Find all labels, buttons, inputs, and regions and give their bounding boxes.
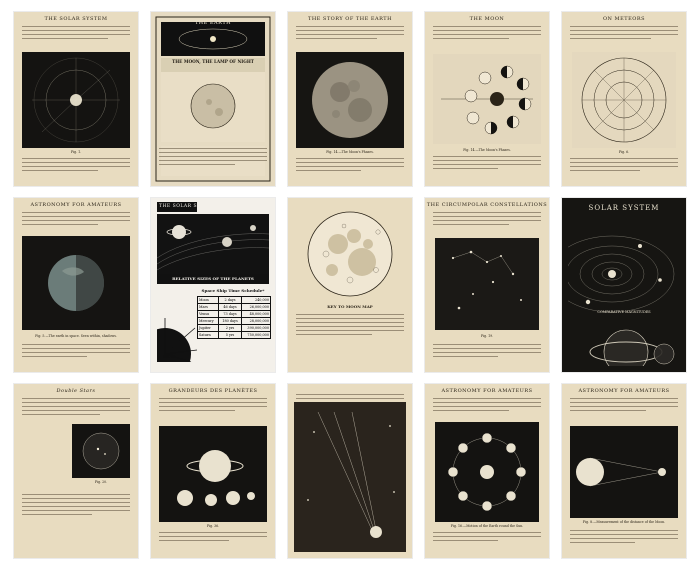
text-block — [433, 532, 541, 544]
card-header: THE EARTH — [194, 20, 232, 26]
text-block — [296, 26, 404, 42]
text-block — [159, 148, 267, 168]
text-block — [22, 344, 130, 360]
table-cell: Mars — [198, 304, 219, 310]
text-block — [22, 494, 130, 518]
table-cell: Jupiter — [198, 325, 219, 331]
table-cell: 48,000,000 — [249, 312, 269, 316]
card-header: ASTRONOMY FOR AMATEURS — [441, 388, 533, 394]
text-block — [570, 530, 678, 546]
text-block — [296, 314, 404, 338]
card-moon-phases-page[interactable] — [425, 12, 549, 186]
text-block — [433, 344, 541, 360]
moon-phases-illustration — [433, 54, 541, 144]
text-block — [433, 398, 541, 414]
starburst-illustration — [22, 52, 130, 148]
table-cell: Saturn — [198, 332, 219, 338]
table-cell: 28,000,000 — [249, 319, 269, 323]
card-comet-page[interactable] — [288, 384, 412, 558]
text-block — [22, 212, 130, 228]
card-earth-space-page[interactable] — [14, 198, 138, 372]
figure-caption: Fig. 36. — [206, 524, 220, 528]
card-header: THE CIRCUMPOLAR CONSTELLATIONS — [426, 202, 548, 208]
text-block — [22, 158, 130, 174]
table-cell: Venus — [198, 311, 219, 317]
text-block — [570, 26, 678, 42]
table-cell: 180 days — [219, 318, 242, 324]
text-block — [433, 26, 541, 42]
card-moon-map-page[interactable] — [288, 198, 412, 372]
text-block — [570, 158, 678, 174]
figure-caption: Fig. 19. — [480, 334, 494, 338]
table-cell: 5 yrs — [219, 332, 242, 338]
table-cell: 26,000,000 — [249, 305, 269, 309]
moon-illustration — [296, 52, 404, 148]
text-block — [433, 156, 541, 172]
moon-map-illustration — [298, 208, 402, 300]
card-solar-system-page[interactable] — [14, 12, 138, 186]
table-cell: Moon — [198, 297, 219, 303]
table-cell: Mercury — [198, 318, 219, 324]
comet-illustration — [294, 402, 406, 552]
card-header: ON METEORS — [602, 16, 646, 22]
figure-caption: Fig. 8.—Measurement of the distance of the Moon. — [582, 520, 666, 524]
table-cell: 750,000,000 — [247, 333, 269, 337]
card-title: SOLAR SYSTEM — [588, 204, 660, 212]
text-block — [433, 212, 541, 228]
figure-caption: Fig. 20. — [94, 480, 108, 484]
card-title: KEY TO MOON MAP — [327, 304, 373, 309]
text-block — [22, 26, 130, 42]
constellation-illustration — [435, 238, 539, 330]
card-title: RELATIVE SIZES OF THE PLANETS — [172, 276, 254, 281]
table-cell: 240,000 — [254, 298, 269, 302]
figure-caption: COMPARATIVE MAGNITUDES — [597, 310, 651, 314]
earth-illustration — [22, 236, 130, 330]
card-header: THE STORY OF THE EARTH — [307, 16, 393, 22]
card-planet-sizes-page[interactable] — [151, 384, 275, 558]
card-header: THE SOLAR SYSTEM — [159, 204, 217, 209]
card-header: GRANDEURS DES PLANÈTES — [168, 388, 258, 394]
card-header: Double Stars — [56, 388, 96, 394]
text-block — [570, 398, 678, 414]
table-cell: 390,000,000 — [247, 326, 269, 330]
distance-diagram-illustration — [570, 426, 678, 518]
text-block — [22, 398, 130, 418]
double-star-illustration — [72, 424, 130, 478]
card-header: THE SOLAR SYSTEM — [44, 16, 108, 22]
table-cell: 46 days — [219, 304, 242, 310]
table-title: Space Ship Time Schedule* — [201, 288, 265, 293]
star-chart-illustration — [572, 52, 676, 148]
card-earth-moon-page[interactable] — [151, 12, 275, 186]
text-block — [296, 158, 404, 174]
text-block — [159, 532, 267, 544]
card-earth-motion-page[interactable] — [425, 384, 549, 558]
solar-system-illustration — [568, 216, 680, 366]
card-header: ASTRONOMY FOR AMATEURS — [578, 388, 670, 394]
table-cell: 2 days — [219, 297, 242, 303]
card-grid — [14, 12, 686, 559]
table-cell: 2 yrs — [219, 325, 242, 331]
card-relative-sizes-page[interactable] — [151, 198, 275, 372]
card-moon-photo-page[interactable] — [288, 12, 412, 186]
orbit-illustration — [435, 422, 539, 522]
table-cell: 73 days — [219, 311, 242, 317]
figure-caption: Fig. 1. — [70, 150, 82, 154]
planet-size-comparison-illustration — [159, 426, 267, 522]
card-meteors-page[interactable] — [562, 12, 686, 186]
figure-caption: Fig. 16.—Motion of the Earth round the Sun. — [450, 524, 524, 528]
card-moon-distance-page[interactable] — [562, 384, 686, 558]
card-double-stars-page[interactable] — [14, 384, 138, 558]
figure-caption: Fig. 14.—The Moon's Phases. — [326, 150, 374, 154]
figure-caption: Fig. 5.—The earth in space. Seen within, shadows. — [35, 334, 117, 338]
card-header: ASTRONOMY FOR AMATEURS — [30, 202, 122, 208]
sun-label: SUN — [163, 354, 176, 360]
planets-illustration — [157, 214, 269, 274]
card-title: THE MOON, THE LAMP OF NIGHT — [172, 59, 254, 64]
text-block — [159, 398, 267, 414]
card-header: THE MOON — [469, 16, 505, 22]
figure-caption: Fig. 6. — [618, 150, 630, 154]
schedule-table — [197, 296, 271, 339]
card-constellations-page[interactable] — [425, 198, 549, 372]
figure-caption: Fig. 14.—The Moon's Phases. — [463, 148, 511, 152]
card-solar-system-dark-page[interactable] — [562, 198, 686, 372]
